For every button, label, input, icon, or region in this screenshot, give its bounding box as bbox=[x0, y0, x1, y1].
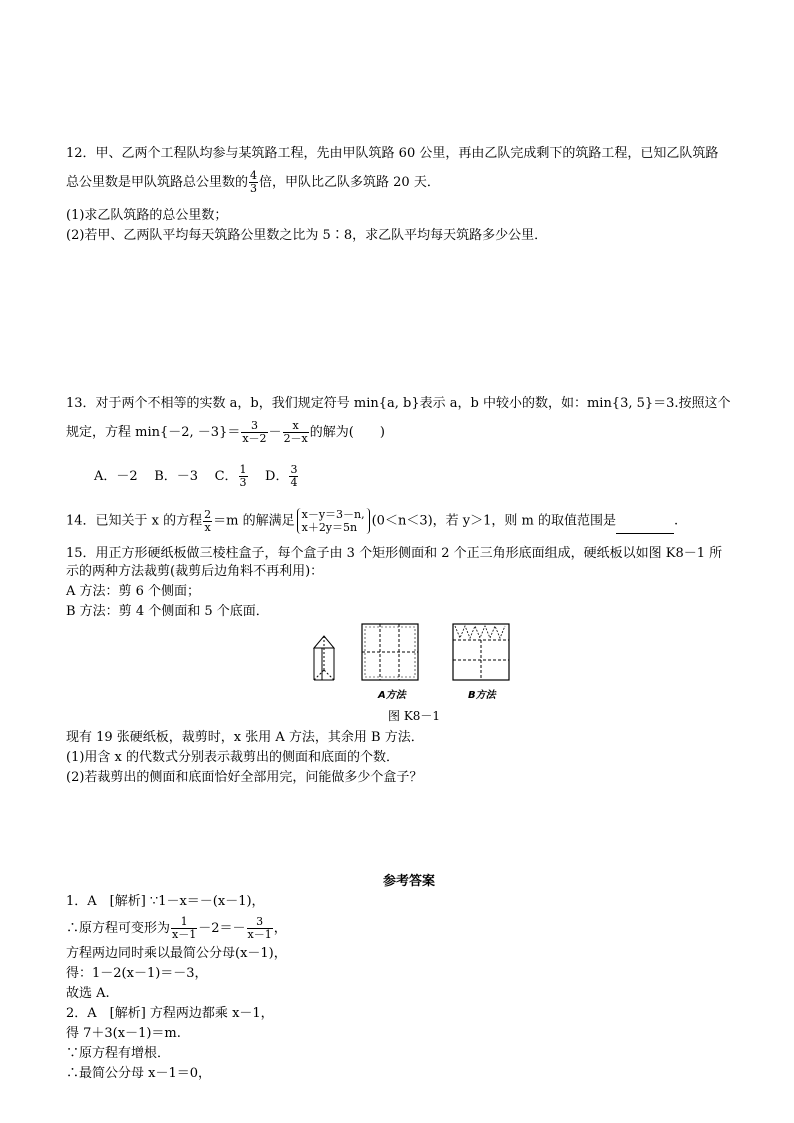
answer-line-6: 2．A [解析] 方程两边都乘 x－1， bbox=[66, 1006, 274, 1021]
q13-line2-tail: 的解为( ) bbox=[309, 425, 385, 440]
q14-equation-system: x－y＝3－n, x＋2y＝5n bbox=[297, 508, 370, 534]
q15-method-a: A 方法：剪 6 个侧面； bbox=[66, 584, 201, 599]
q12-line2 bbox=[66, 170, 440, 195]
prism-icon bbox=[314, 636, 334, 680]
q13-option-a: A．－2 bbox=[94, 469, 138, 484]
q14-answer-blank[interactable] bbox=[616, 521, 674, 534]
answer-line-2-text: ∴原方程可变形为 bbox=[66, 921, 171, 936]
q13-fraction-1: $\frac{3}{x-2}$ bbox=[242, 419, 267, 445]
q13-option-b: B．－3 bbox=[154, 469, 199, 484]
board-method-b bbox=[453, 624, 509, 680]
q14-fraction: $\frac{2}{x}$ bbox=[204, 507, 212, 534]
q12-line1: 12．甲、乙两个工程队均参与某筑路工程，先由甲队筑路 60 公里，再由乙队完成剩下的筑路工程，已知乙队筑路 bbox=[66, 146, 719, 161]
q15-line3: 现有 19 张硬纸板，裁剪时，x 张用 A 方法，其余用 B 方法． bbox=[66, 730, 424, 745]
answer-line-1: 1．A [解析] ∵1－x＝－(x－1)， bbox=[66, 894, 265, 909]
q13-line2-text: 规定，方程 min{－2, －3}＝ bbox=[66, 425, 241, 440]
figure-caption: 图 K8－1 bbox=[388, 709, 441, 723]
q14-text-b: ＝m 的解满足 bbox=[213, 513, 295, 529]
q12-part1: (1)求乙队筑路的总公里数； bbox=[66, 208, 228, 223]
answer-fraction-2: $\frac{3}{x-1}$ bbox=[247, 915, 272, 941]
q14-end: . bbox=[674, 513, 679, 529]
answer-line-7: 得 7＋3(x－1)＝m. bbox=[66, 1026, 181, 1041]
q15-line1: 15．用正方形硬纸板做三棱柱盒子，每个盒子由 3 个矩形侧面和 2 个正三角形底面组成，硬纸板以如图 K8－1 所 bbox=[66, 546, 723, 561]
answer-fraction-1: $\frac{1}{x-1}$ bbox=[172, 915, 197, 941]
q12-line2-text: 总公里数是甲队筑路总公里数的 bbox=[66, 175, 249, 190]
answer-line-2 bbox=[66, 916, 287, 941]
q15-method-b: B 方法：剪 4 个侧面和 5 个底面． bbox=[66, 604, 269, 619]
q13-line2 bbox=[66, 420, 385, 445]
q13-fraction-2: $\frac{x}{2-x}$ bbox=[283, 419, 308, 445]
answer-line-8: ∵原方程有增根． bbox=[66, 1046, 171, 1061]
q12-fraction: $\frac{4}{3}$ bbox=[250, 169, 258, 195]
q15-part2: (2)若裁剪出的侧面和底面恰好全部用完，问能做多少个盒子？ bbox=[66, 770, 423, 785]
answer-line-2-tail: ， bbox=[273, 921, 287, 936]
answer-line-3: 方程两边同时乘以最简公分母(x－1)， bbox=[66, 946, 287, 961]
q14-text-c: (0＜n＜3)，若 y＞1，则 m 的取值范围是 bbox=[371, 513, 617, 529]
label-method-b: B方法 bbox=[468, 690, 496, 701]
q13-options bbox=[94, 464, 299, 489]
q14-line bbox=[66, 508, 678, 534]
q12-part2: (2)若甲、乙两队平均每天筑路公里数之比为 5∶8，求乙队平均每天筑路多少公里． bbox=[66, 228, 548, 243]
answer-line-4: 得：1－2(x－1)＝－3， bbox=[66, 966, 208, 981]
answers-title: 参考答案 bbox=[383, 874, 436, 889]
q14-text-a: 14．已知关于 x 的方程 bbox=[66, 513, 203, 529]
q13-option-d: D． $\frac{3}{4}$ bbox=[265, 463, 298, 489]
q13-option-c: C． $\frac{1}{3}$ bbox=[214, 463, 247, 489]
q12-line2-tail: 倍，甲队比乙队多筑路 20 天． bbox=[259, 175, 440, 190]
answer-line-2-mid: －2＝－ bbox=[198, 921, 246, 936]
q15-line2: 示的两种方法裁剪(裁剪后边角料不再利用)： bbox=[66, 564, 324, 579]
label-method-a: A方法 bbox=[378, 690, 406, 701]
answer-line-5: 故选 A. bbox=[66, 986, 110, 1001]
q13-minus: － bbox=[268, 425, 282, 440]
q13-line1: 13．对于两个不相等的实数 a，b，我们规定符号 min{a, b}表示 a，b 中较小的数，如：min{3, 5}＝3.按照这个 bbox=[66, 396, 731, 411]
q15-part1: (1)用含 x 的代数式分别表示裁剪出的侧面和底面的个数． bbox=[66, 750, 400, 765]
board-method-a bbox=[362, 624, 418, 680]
answer-line-9: ∴最简公分母 x－1＝0， bbox=[66, 1066, 212, 1081]
